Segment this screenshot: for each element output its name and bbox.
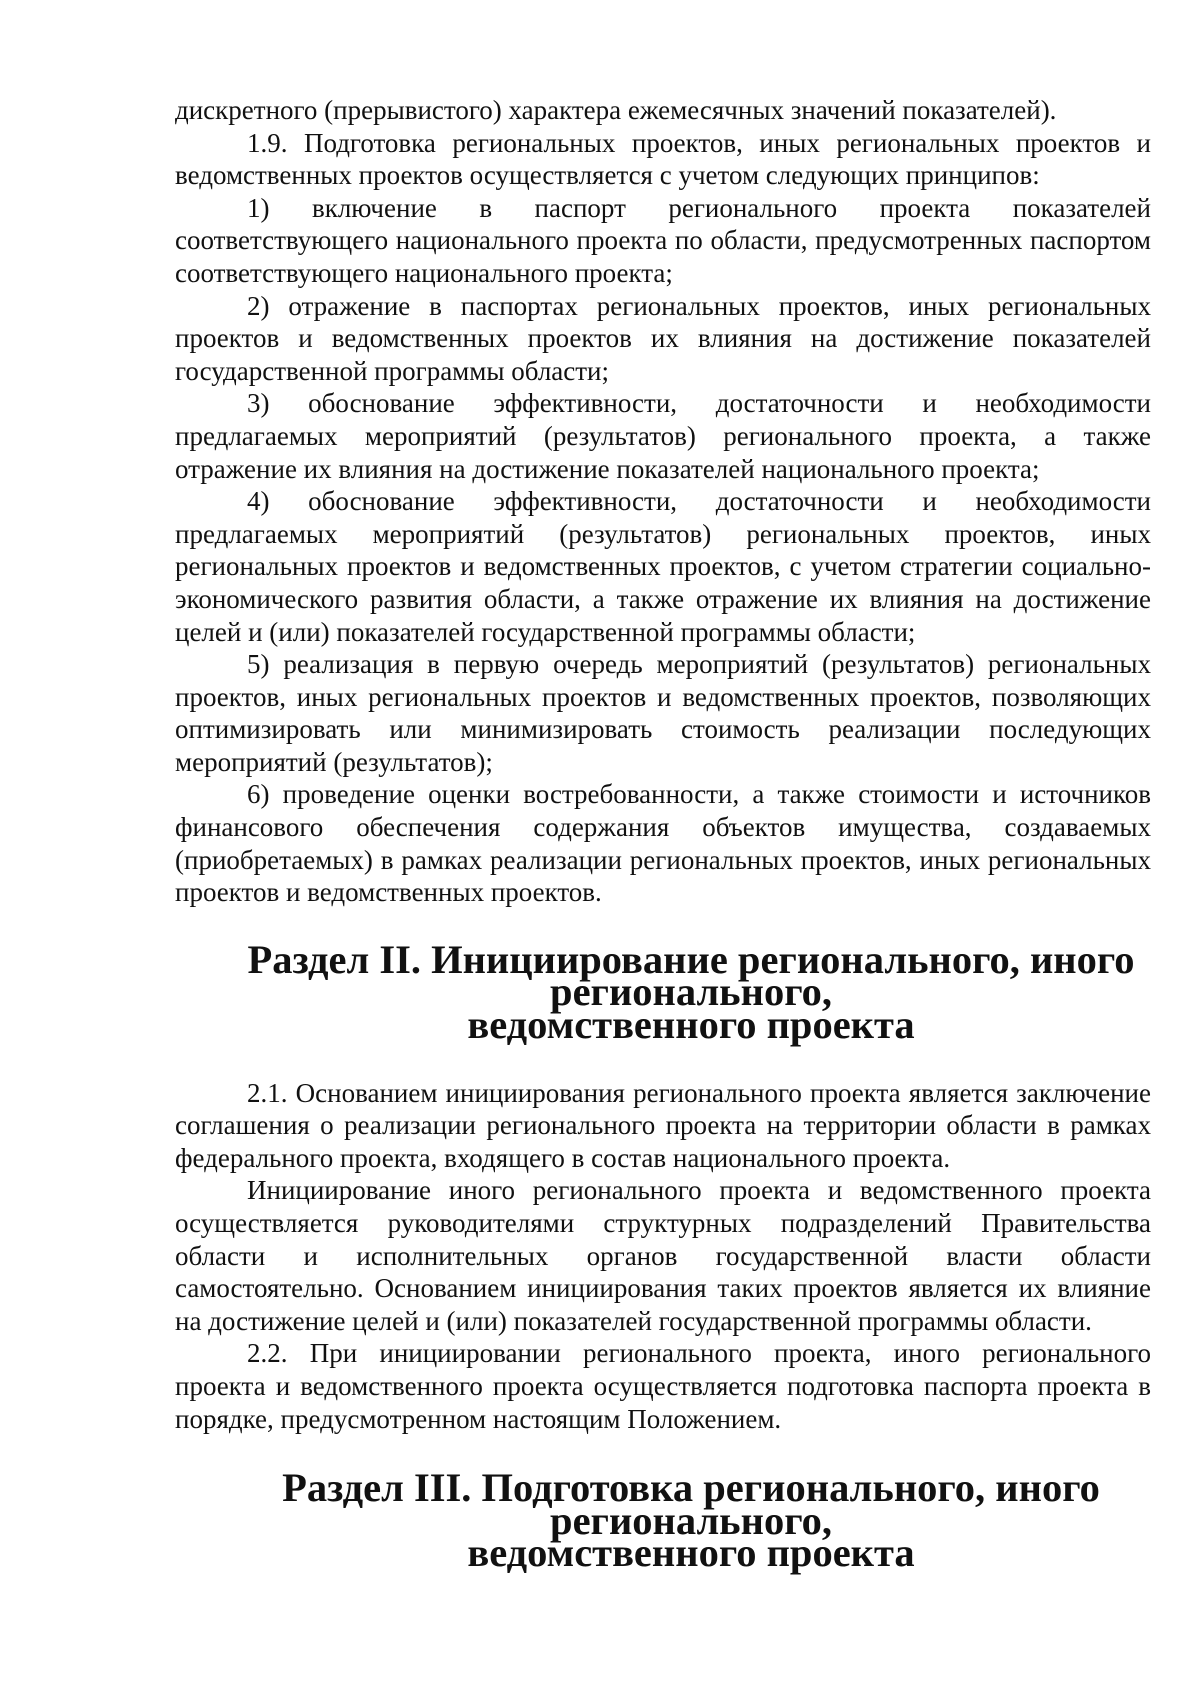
section-2-heading-line-2: ведомственного проекта — [467, 1002, 915, 1048]
document-page — [175, 94, 1151, 1576]
principle-item-2: 2) отражение в паспортах региональных проектов, иных региональных проектов и ведомственных проектов их влияния на достижение показателей государственной программы области; — [175, 290, 1151, 386]
section-2-heading — [175, 936, 1151, 1048]
principle-item-4: 4) обоснование эффективности, достаточности и необходимости предлагаемых мероприятий (результатов) региональных проектов, иных региональных проектов и ведомственных проектов, с учетом стратегии социально-экономического развития области, а также отражение их влияния на достижение целей и (или) показателей государственной программы области; — [175, 486, 1151, 647]
paragraph-2-1-initiation: Инициирование иного регионального проекта и ведомственного проекта осуществляется руководителями структурных подразделений Правительства области и исполнительных органов государственной власти области самостоятельно. Основанием инициирования таких проектов является их влияние на достижение целей и (или) показателей государственной программы области. — [175, 1175, 1151, 1336]
section-3-heading-line-1: Раздел III. Подготовка регионального, иного регионального, — [282, 1465, 1100, 1543]
paragraph-1-9: 1.9. Подготовка региональных проектов, иных региональных проектов и ведомственных проектов осуществляется с учетом следующих принципов: — [175, 127, 1151, 191]
principle-item-6: 6) проведение оценки востребованности, а также стоимости и источников финансового обеспечения содержания объектов имущества, создаваемых (приобретаемых) в рамках реализации региональных проектов, иных региональных проектов и ведомственных проектов. — [175, 779, 1151, 908]
principle-item-5: 5) реализация в первую очередь мероприятий (результатов) региональных проектов, иных региональных проектов и ведомственных проектов, позволяющих оптимизировать или минимизировать стоимость реализации последующих мероприятий (результатов); — [175, 649, 1151, 777]
section-3-heading-line-2: ведомственного проекта — [467, 1530, 915, 1576]
principle-item-3: 3) обоснование эффективности, достаточности и необходимости предлагаемых мероприятий (результатов) регионального проекта, а также отражение их влияния на достижение показателей национального проекта; — [175, 388, 1151, 484]
section-3-heading — [175, 1465, 1151, 1576]
paragraph-2-2: 2.2. При инициировании регионального проекта, иного регионального проекта и ведомственного проекта осуществляется подготовка паспорта проекта в порядке, предусмотренном настоящим Положением. — [175, 1338, 1151, 1434]
principle-item-1: 1) включение в паспорт регионального проекта показателей соответствующего национального проекта по области, предусмотренных паспортом соответствующего национального проекта; — [175, 192, 1151, 288]
paragraph-2-1: 2.1. Основанием инициирования регионального проекта является заключение соглашения о реализации регионального проекта на территории области в рамках федерального проекта, входящего в состав национального проекта. — [175, 1077, 1151, 1173]
section-2-heading-line-1: Раздел II. Инициирование регионального, иного регионального, — [247, 936, 1135, 1015]
paragraph-continuation: дискретного (прерывистого) характера ежемесячных значений показателей). — [175, 95, 1057, 125]
